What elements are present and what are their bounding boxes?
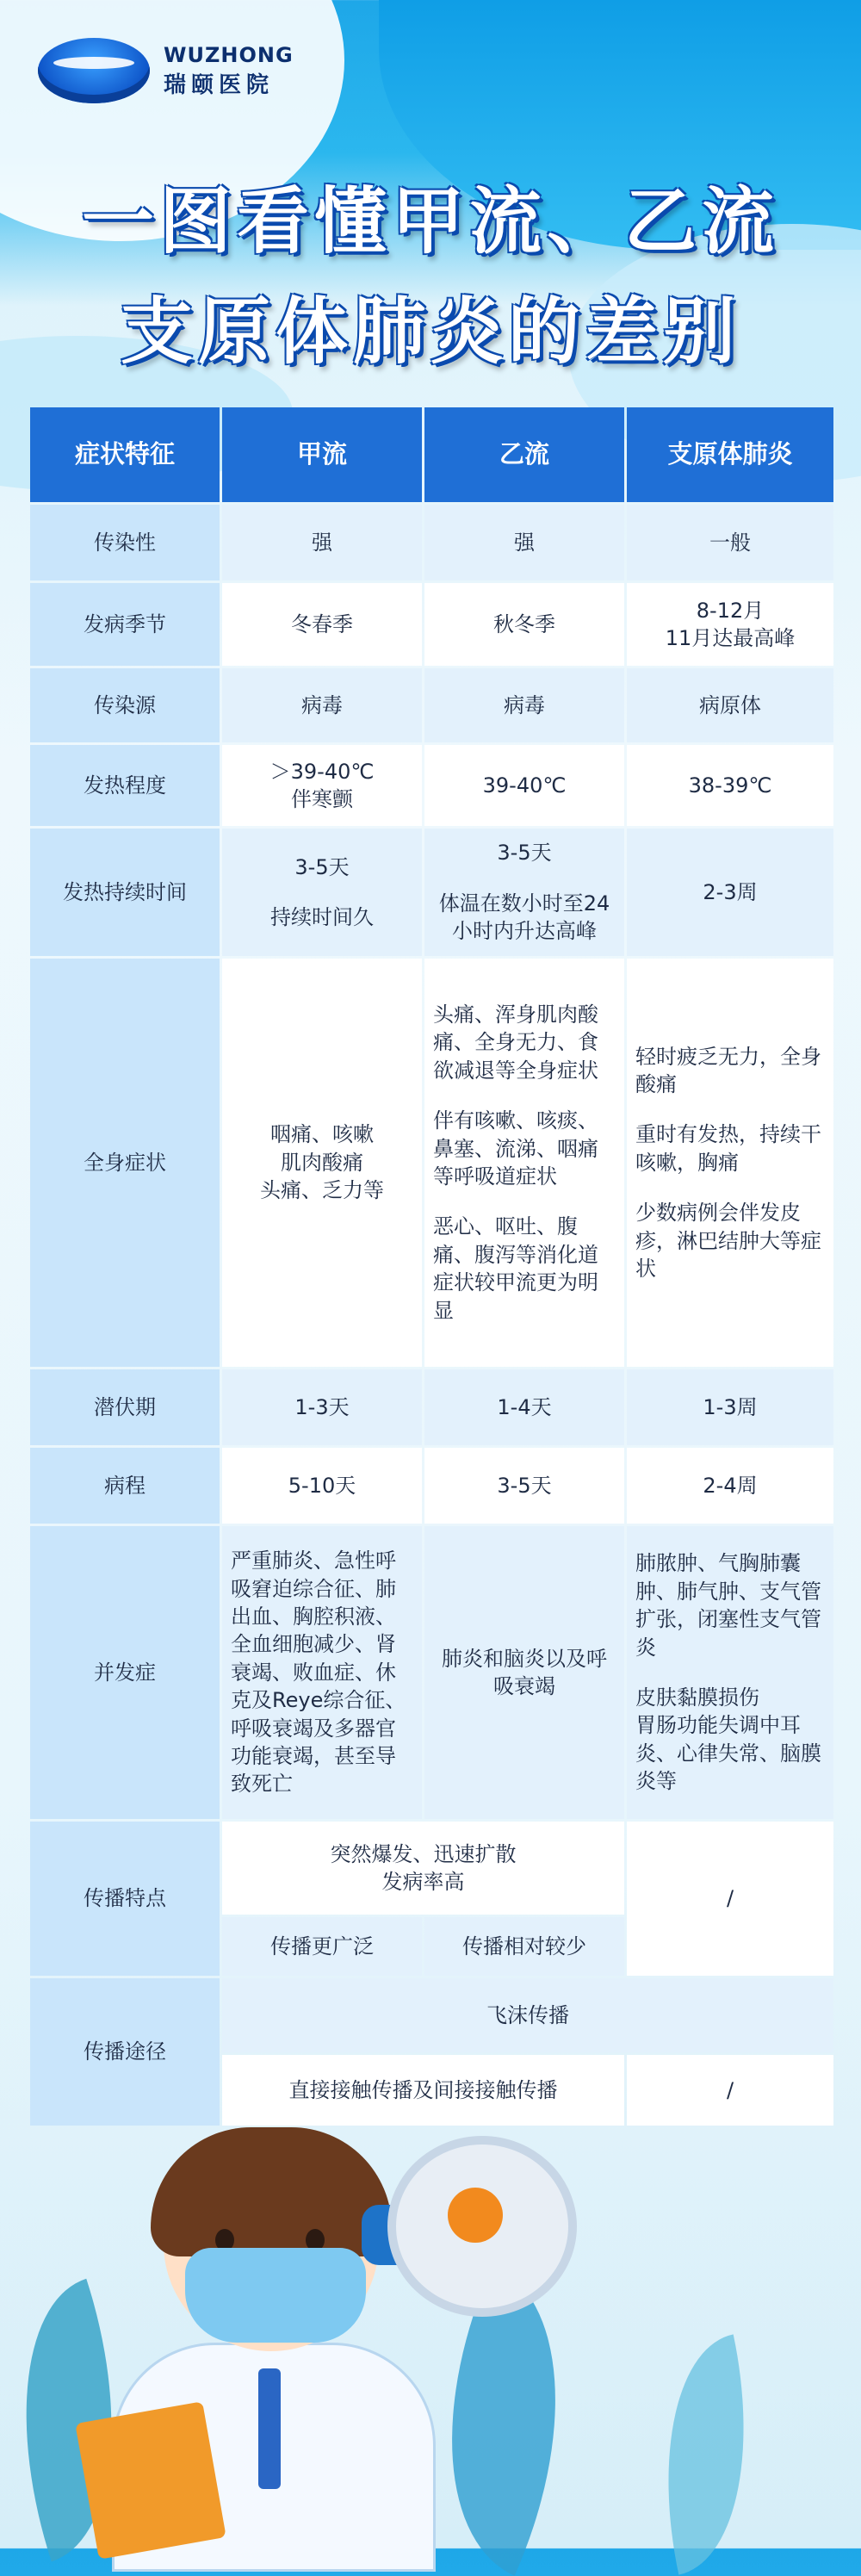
- doctor-tie: [258, 2368, 281, 2489]
- table-cell: 1-4天: [424, 1369, 624, 1445]
- cell-line: 咽痛、咳嗽: [270, 1122, 374, 1147]
- logo-text: [164, 43, 294, 99]
- table-cell: 2-3周: [627, 829, 833, 956]
- cell-line: 轻时疲乏无力，全身酸痛: [635, 1044, 821, 1097]
- row-label: 传染源: [30, 668, 220, 742]
- table-cell: [424, 959, 624, 1367]
- table-cell: 5-10天: [222, 1448, 422, 1524]
- cell-line: 皮肤黏膜损伤: [635, 1685, 759, 1710]
- cell-line: 突然爆发、迅速扩散: [330, 1841, 517, 1866]
- table-cell: 2-4周: [627, 1448, 833, 1524]
- table-row: [30, 668, 833, 742]
- table-cell: 39-40℃: [424, 745, 624, 826]
- row-label: 发病季节: [30, 583, 220, 666]
- table-cell: 一般: [627, 505, 833, 580]
- table-cell: 肺炎和脑炎以及呼吸衰竭: [424, 1526, 624, 1819]
- cell-line: 头痛、乏力等: [260, 1178, 384, 1203]
- row-label: 传播途径: [30, 1978, 220, 2126]
- hospital-logo: [38, 38, 294, 103]
- table-cell: /: [627, 1822, 833, 1976]
- table-row: [30, 1448, 833, 1524]
- table-cell: 严重肺炎、急性呼吸窘迫综合征、肺出血、胸腔积液、全血细胞减少、肾衰竭、败血症、休克及Reye综合征、呼吸衰竭及多器官功能衰竭，甚至导致死亡: [222, 1526, 422, 1819]
- table-cell: [627, 1526, 833, 1819]
- table-row: [30, 745, 833, 826]
- cell-line: 少数病例会伴发皮疹，淋巴结肿大等症状: [635, 1201, 821, 1281]
- table-row: [30, 829, 833, 956]
- cell-line: 伴有咳嗽、咳痰、鼻塞、流涕、咽痛等呼吸道症状: [433, 1108, 598, 1189]
- table-cell: 38-39℃: [627, 745, 833, 826]
- table-row: [30, 1978, 833, 2052]
- comparison-table: [28, 405, 836, 2128]
- megaphone-center: [448, 2188, 503, 2243]
- table-row: [30, 505, 833, 580]
- table-cell: 飞沫传播: [222, 1978, 833, 2052]
- cell-line: 肌肉酸痛: [281, 1150, 363, 1175]
- logo-icon: [38, 38, 150, 103]
- cell-line: 头痛、浑身肌肉酸痛、全身无力、食欲减退等全身症状: [433, 1002, 598, 1083]
- table-cell: 3-5天: [424, 1448, 624, 1524]
- leaf-illustration: [632, 2334, 779, 2574]
- cell-line: 体温在数小时至24小时内升达高峰: [438, 891, 610, 944]
- megaphone-icon: [370, 2127, 568, 2300]
- table-cell: 直接接触传播及间接接触传播: [222, 2055, 624, 2126]
- table-cell: [424, 829, 624, 956]
- row-label: 并发症: [30, 1526, 220, 1819]
- table-row: [30, 583, 833, 666]
- row-label: 传染性: [30, 505, 220, 580]
- row-label: 病程: [30, 1448, 220, 1524]
- table-cell: [222, 829, 422, 956]
- table-row: [30, 1526, 833, 1819]
- table-cell: 1-3天: [222, 1369, 422, 1445]
- cell-line: ＞39-40℃: [269, 759, 375, 784]
- table-cell: 1-3周: [627, 1369, 833, 1445]
- table-row: [30, 959, 833, 1367]
- table-cell: 传播相对较少: [424, 1917, 624, 1976]
- table-cell: 病毒: [222, 668, 422, 742]
- page-title-line2: 支原体肺炎的差别: [120, 289, 740, 374]
- table-cell: /: [627, 2055, 833, 2126]
- cell-line: 伴寒颤: [291, 787, 353, 811]
- row-label: 全身症状: [30, 959, 220, 1367]
- column-header: 甲流: [222, 407, 422, 502]
- table-cell: [222, 959, 422, 1367]
- cell-line: 恶心、呕吐、腹痛、腹泻等消化道症状较甲流更为明显: [433, 1214, 598, 1323]
- clipboard-icon: [75, 2401, 226, 2560]
- table-header-row: [30, 407, 833, 502]
- table-cell: 冬春季: [222, 583, 422, 666]
- cell-line: 肺脓肿、气胸肺囊肿、肺气肿、支气管扩张，闭塞性支气管炎: [635, 1551, 821, 1660]
- logo-english-name: WUZHONG: [164, 42, 294, 67]
- column-header: 乙流: [424, 407, 624, 502]
- cell-line: 3-5天: [294, 854, 350, 879]
- table-row: [30, 1822, 833, 1915]
- table-cell: [627, 959, 833, 1367]
- table-row: [30, 1369, 833, 1445]
- table-cell: 病原体: [627, 668, 833, 742]
- cell-line: 11月达最高峰: [665, 626, 796, 650]
- logo-chinese-name: 瑞颐医院: [164, 71, 275, 98]
- face-mask-icon: [185, 2248, 366, 2343]
- column-header: 支原体肺炎: [627, 407, 833, 502]
- cell-line: 3-5天: [497, 841, 552, 866]
- cell-line: 重时有发热，持续干咳嗽，胸痛: [635, 1122, 821, 1175]
- cell-line: 发病率高: [381, 1870, 465, 1894]
- table-cell: [222, 1822, 624, 1915]
- table-cell: 强: [222, 505, 422, 580]
- doctor-hair: [151, 2127, 392, 2256]
- cell-line: 持续时间久: [270, 905, 374, 929]
- cell-line: 8-12月: [696, 598, 765, 623]
- table-cell: 强: [424, 505, 624, 580]
- cell-line: 胃肠功能失调中耳炎、心律失常、脑膜炎等: [635, 1713, 821, 1794]
- table-cell: [222, 745, 422, 826]
- table-cell: 传播更广泛: [222, 1917, 422, 1976]
- page-title-line1: 一图看懂甲流、乙流: [81, 179, 779, 264]
- row-label: 传播特点: [30, 1822, 220, 1976]
- table-cell: 秋冬季: [424, 583, 624, 666]
- column-header: 症状特征: [30, 407, 220, 502]
- row-label: 发热程度: [30, 745, 220, 826]
- table-cell: 病毒: [424, 668, 624, 742]
- row-label: 潜伏期: [30, 1369, 220, 1445]
- row-label: 发热持续时间: [30, 829, 220, 956]
- table-cell: [627, 583, 833, 666]
